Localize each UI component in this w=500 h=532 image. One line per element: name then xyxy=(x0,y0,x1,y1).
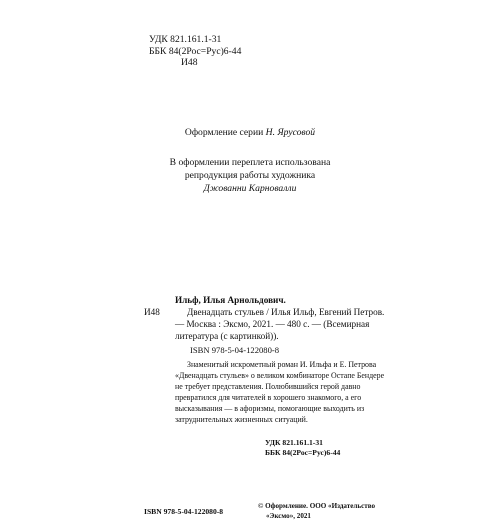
series-label: Оформление серии xyxy=(184,127,264,138)
bibliographic-description: Двенадцать стульев / Илья Ильф, Евгений Петров. — Москва : Эксмо, 2021. — 480 с. — (Всемирная литература (с картинкой)). xyxy=(175,307,385,341)
footer-isbn: ISBN 978-5-04-122080-8 xyxy=(144,507,224,516)
catalog-mark: И48 xyxy=(144,307,160,317)
top-classification-codes xyxy=(149,34,241,69)
cover-credit-line-1: В оформлении переплета использована xyxy=(169,157,331,168)
bottom-udk-code: УДК 821.161.1-31 xyxy=(265,438,323,447)
author-heading: Ильф, Илья Арнольдович. xyxy=(175,295,286,305)
copyright-line-1: © Оформление. ООО «Издательство xyxy=(258,502,376,510)
series-designer: Н. Ярусовой xyxy=(265,127,316,138)
isbn-record: ISBN 978-5-04-122080-8 xyxy=(190,345,280,355)
bottom-bbk-code: ББК 84(2Рос=Рус)6-44 xyxy=(265,448,341,457)
series-design-credit xyxy=(0,126,500,139)
cover-art-credit xyxy=(0,156,500,195)
bbk-code: ББК 84(2Рос=Рус)6-44 xyxy=(149,45,242,57)
artist-name: Джованни Карновалли xyxy=(203,183,297,194)
bottom-classification-codes xyxy=(265,438,340,458)
cover-credit-line-2: репродукция работы художника xyxy=(184,170,316,181)
copyright-notice xyxy=(258,501,375,521)
copyright-line-2: «Эксмо», 2021 xyxy=(266,512,311,520)
udk-code: УДК 821.161.1-31 xyxy=(149,34,222,45)
annotation-text: Знаменитый искрометный роман И. Ильфа и Е. Петрова «Двенадцать стульев» о великом комбинаторе Остапе Бендере не требует представления. Полюбившийся герой давно превратился для читателей в хорошего знакомого, а его высказывания — в афоризмы, помогающие выходить из затруднительных жизненных ситуаций. xyxy=(175,360,385,424)
bibliographic-record xyxy=(175,294,385,342)
author-mark: И48 xyxy=(181,57,198,68)
